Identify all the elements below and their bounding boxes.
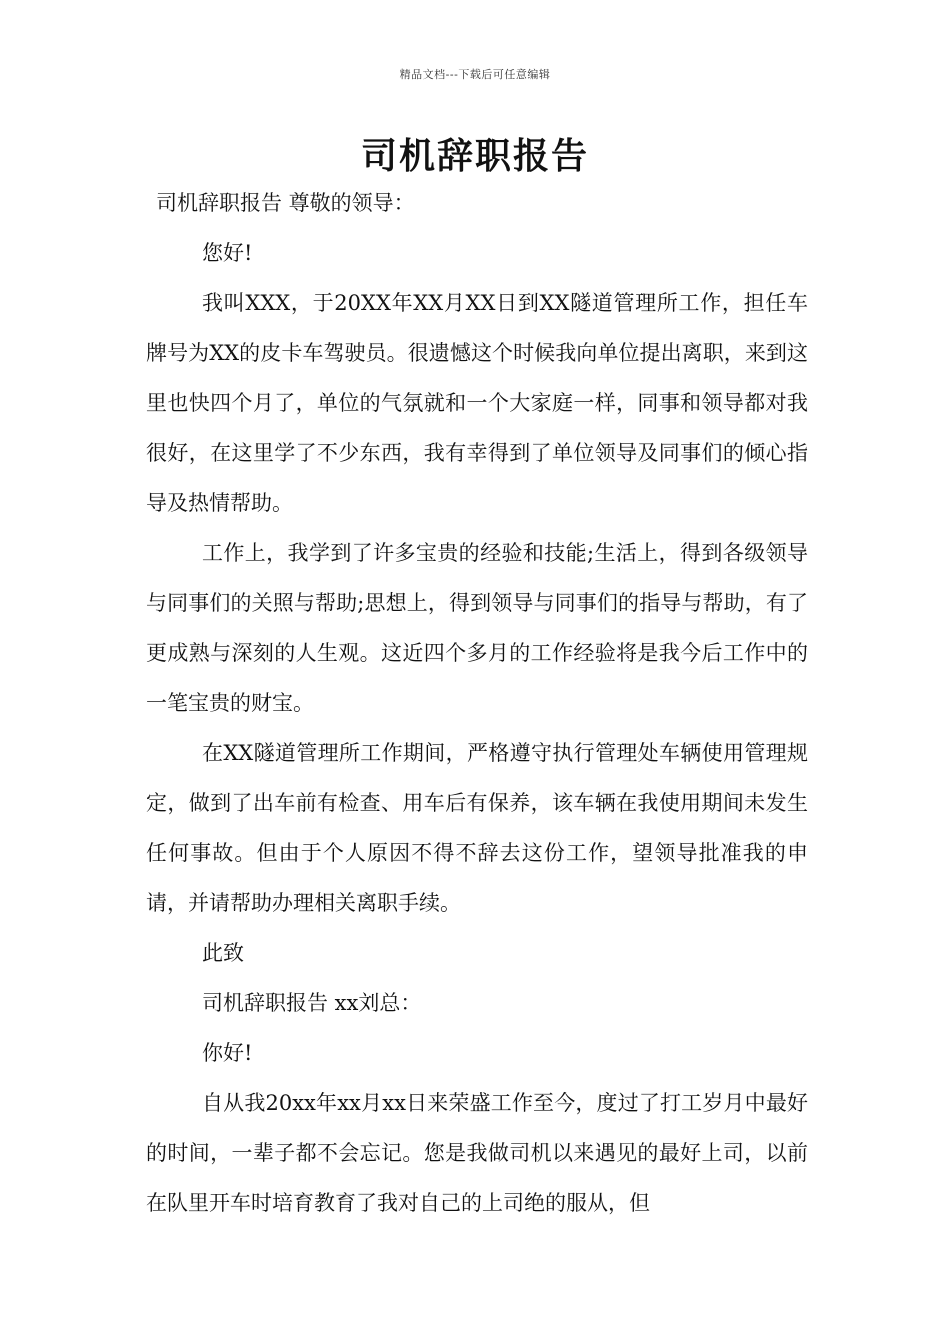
second-greeting: 你好! — [202, 1041, 253, 1065]
salutation-line: 司机辞职报告 尊敬的领导： — [156, 191, 415, 215]
closing-line: 此致 — [202, 941, 244, 965]
paragraph-introduction: 我叫XXX，于20XX年XX月XX日到XX隧道管理所工作，担任车牌号为XX的皮卡车驾驶员。很遗憾这个时候我向单位提出离职，来到这里也快四个月了，单位的气氛就和一个大家庭一样，同事和领导都对我很好，在这里学了不少东西，我有幸得到了单位领导及同事们的倾心指导及热情帮助。 — [146, 291, 808, 515]
greeting: 您好! — [202, 241, 253, 265]
second-salutation: 司机辞职报告 xx刘总： — [202, 991, 422, 1015]
header-note: 精品文档---下载后可任意编辑 — [399, 68, 551, 81]
paragraph-second-letter: 自从我20xx年xx月xx日来荣盛工作至今，度过了打工岁月中最好的时间，一辈子都不会忘记。您是我做司机以来遇见的最好上司，以前在队里开车时培育教育了我对自己的上司绝的服从，但 — [146, 1091, 808, 1215]
paragraph-experience: 工作上，我学到了许多宝贵的经验和技能;生活上，得到各级领导与同事们的关照与帮助;思想上，得到领导与同事们的指导与帮助，有了更成熟与深刻的人生观。这近四个多月的工作经验将是我今后工作中的一笔宝贵的财宝。 — [146, 541, 808, 715]
document-title: 司机辞职报告 — [360, 136, 589, 177]
paragraph-resignation: 在XX隧道管理所工作期间，严格遵守执行管理处车辆使用管理规定，做到了出车前有检查、用车后有保养，该车辆在我使用期间未发生任何事故。但由于个人原因不得不辞去这份工作，望领导批准我的申请，并请帮助办理相关离职手续。 — [146, 741, 808, 915]
document-body — [146, 178, 808, 1228]
